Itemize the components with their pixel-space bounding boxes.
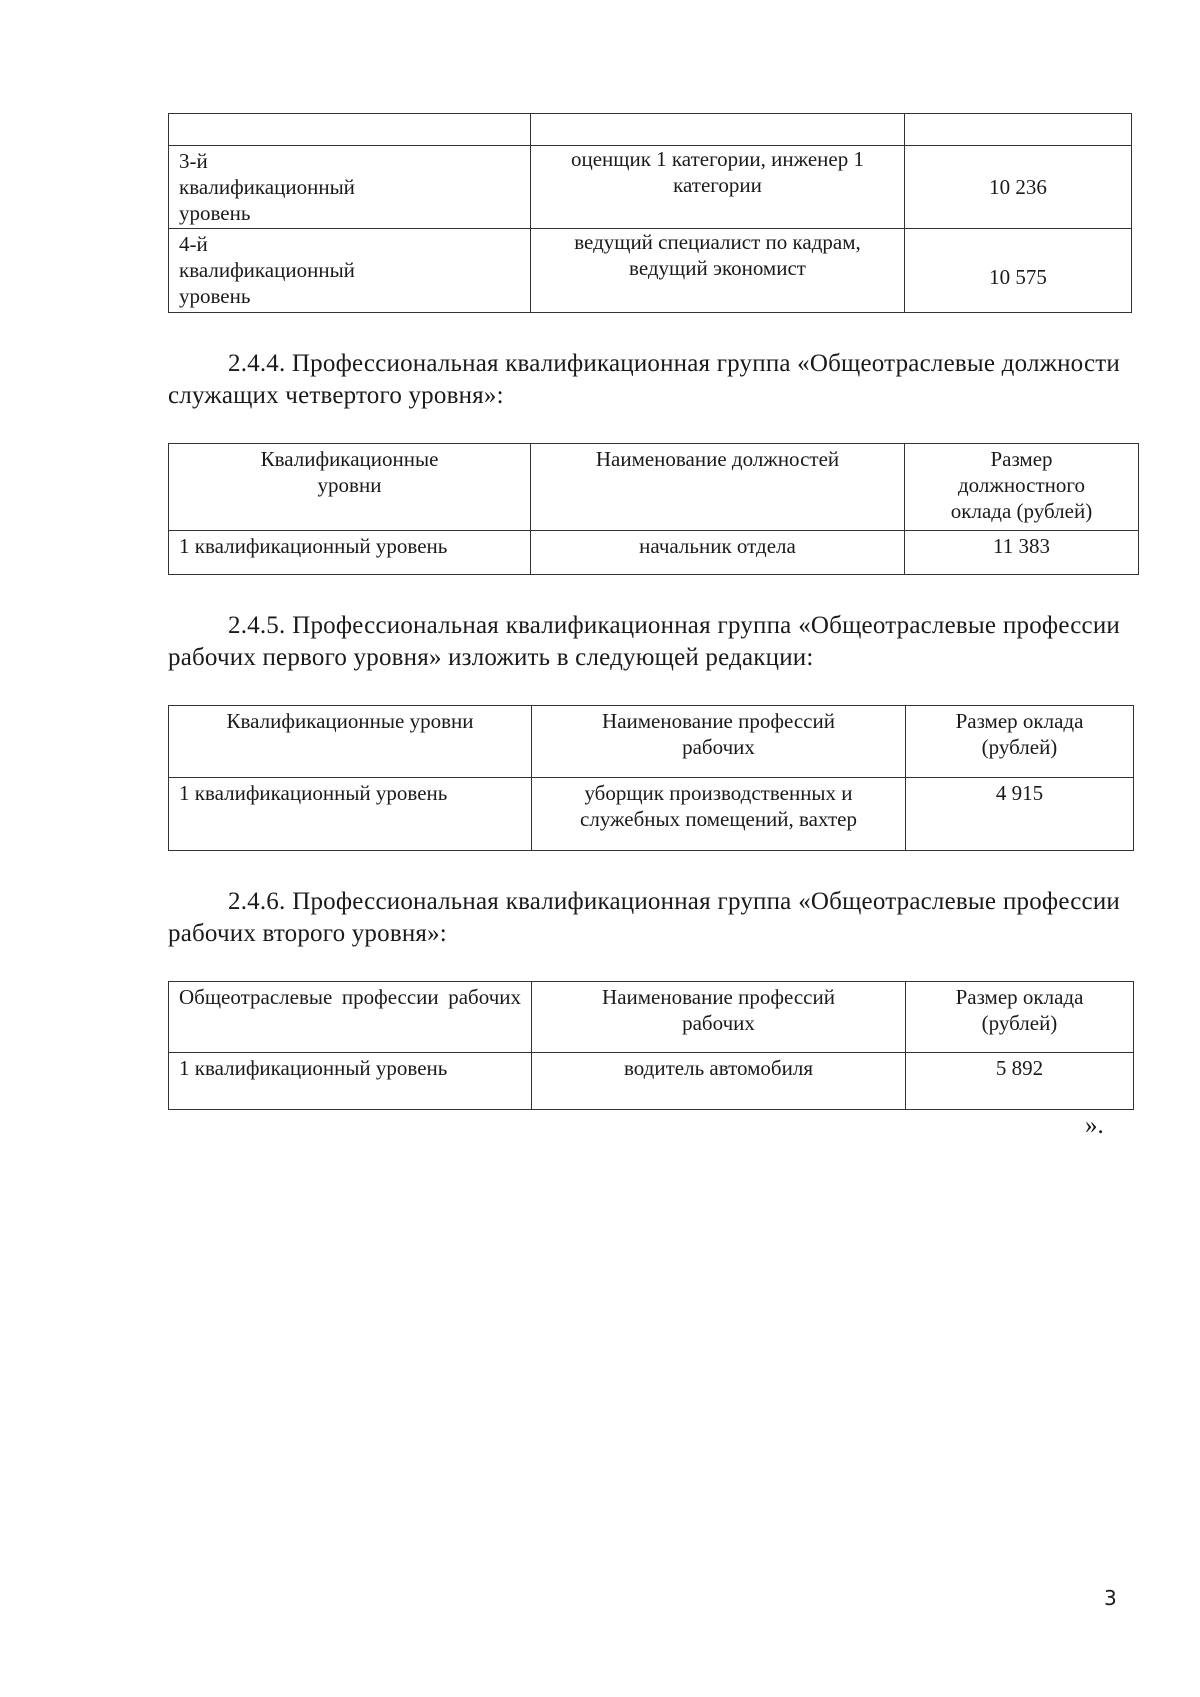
header-salary: Размер оклада (рублей) bbox=[906, 706, 1134, 778]
positions-cell: водитель автомобиля bbox=[532, 1053, 906, 1110]
table-row bbox=[169, 229, 1132, 313]
qualification-level-cell: 1 квалификационный уровень bbox=[169, 1053, 532, 1110]
table-row bbox=[169, 778, 1134, 851]
table-header-row bbox=[169, 982, 1134, 1053]
qualification-level-cell: 4-й квалификационный уровень bbox=[169, 229, 531, 313]
table-2-4-5 bbox=[168, 705, 1134, 851]
salary-cell: 10 575 bbox=[905, 229, 1132, 313]
positions-cell: ведущий специалист по кадрам, ведущий экономист bbox=[531, 229, 905, 313]
header-profession-names: Наименование профессий рабочих bbox=[532, 706, 906, 778]
table-row bbox=[169, 1053, 1134, 1110]
table-row bbox=[169, 114, 1132, 146]
qualification-level-cell: 1 квалификационный уровень bbox=[169, 778, 532, 851]
positions-cell: начальник отдела bbox=[531, 531, 905, 575]
header-qualification-levels: Квалификационные уровни bbox=[169, 444, 531, 531]
section-2-4-4-text: 2.4.4. Профессиональная квалификационная группа «Общеотраслевые должности служащих четвертого уровня»: bbox=[168, 350, 1120, 409]
positions-cell: оценщик 1 категории, инженер 1 категории bbox=[531, 146, 905, 229]
header-qualification-levels: Квалификационные уровни bbox=[169, 706, 532, 778]
header-position-names: Наименование должностей bbox=[531, 444, 905, 531]
salary-cell: 5 892 bbox=[906, 1053, 1134, 1110]
salary-cell: 4 915 bbox=[906, 778, 1134, 851]
header-profession-names: Наименование профессий рабочих bbox=[532, 982, 906, 1053]
table-2-4-4 bbox=[168, 443, 1139, 575]
table-2-4-6 bbox=[168, 981, 1134, 1110]
salary-cell: 11 383 bbox=[905, 531, 1139, 575]
header-general-professions: Общеотраслевые профессии рабочих bbox=[169, 982, 532, 1053]
header-salary: Размер оклада (рублей) bbox=[906, 982, 1134, 1053]
closing-quote: ». bbox=[1085, 1112, 1104, 1139]
qualification-level-cell: 1 квалификационный уровень bbox=[169, 531, 531, 575]
header-salary: Размер должностного оклада (рублей) bbox=[905, 444, 1139, 531]
section-2-4-5-text: 2.4.5. Профессиональная квалификационная группа «Общеотраслевые профессии рабочих первого уровня» изложить в следующей редакции: bbox=[168, 612, 1120, 671]
page-number: 3 bbox=[1104, 1586, 1117, 1610]
positions-cell: уборщик производственных и служебных помещений, вахтер bbox=[532, 778, 906, 851]
table-header-row bbox=[169, 444, 1139, 531]
table-header-row bbox=[169, 706, 1134, 778]
qualification-level-cell: 3-й квалификационный уровень bbox=[169, 146, 531, 229]
table-row bbox=[169, 531, 1139, 575]
salary-table-continued bbox=[168, 113, 1132, 313]
table-row bbox=[169, 146, 1132, 229]
section-2-4-6-text: 2.4.6. Профессиональная квалификационная группа «Общеотраслевые профессии рабочих второго уровня»: bbox=[168, 888, 1120, 947]
salary-cell: 10 236 bbox=[905, 146, 1132, 229]
